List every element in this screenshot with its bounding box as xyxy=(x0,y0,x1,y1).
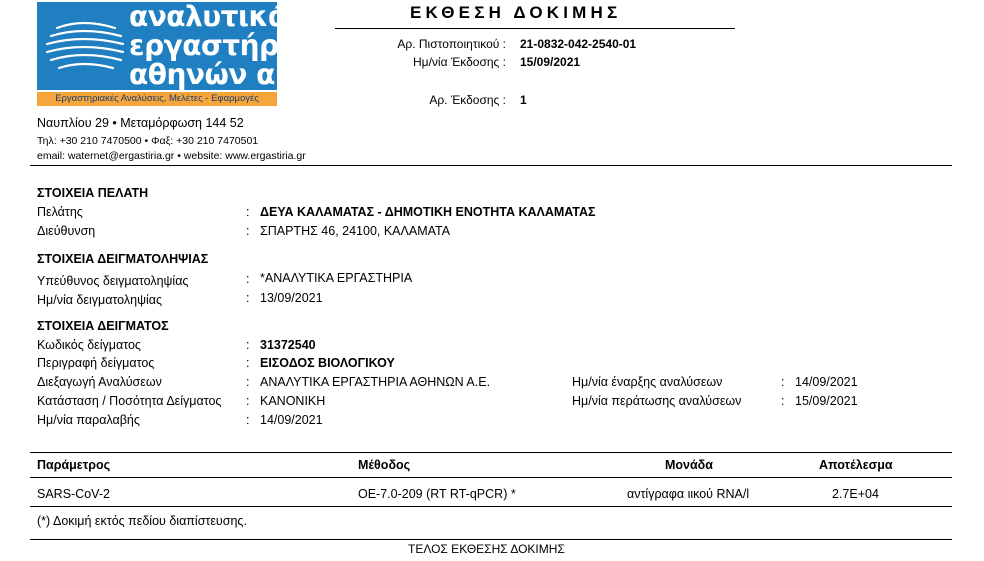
sample-desc-label: Περιγραφή δείγματος xyxy=(37,356,155,370)
cell-method: ΟΕ-7.0-209 (RT RT-qPCR) * xyxy=(358,487,516,501)
sample-condition-value: ΚΑΝΟΝΙΚΗ xyxy=(260,394,326,408)
client-address-label: Διεύθυνση xyxy=(37,224,96,238)
client-heading: ΣΤΟΙΧΕΙΑ ΠΕΛΑΤΗ xyxy=(37,186,149,200)
col-header-unit: Μονάδα xyxy=(665,458,713,472)
logo-line-1: αναλυτικά xyxy=(129,0,287,33)
sample-desc-value: ΕΙΣΟΔΟΣ ΒΙΟΛΟΓΙΚΟΥ xyxy=(260,356,395,370)
report-end: ΤΕΛΟΣ ΕΚΘΕΣΗΣ ΔΟΚΙΜΗΣ xyxy=(408,542,565,556)
company-phones: Τηλ: +30 210 7470500 • Φαξ: +30 210 7470501 xyxy=(37,135,259,147)
sampling-responsible-value: *ΑΝΑΛΥΤΙΚΑ ΕΡΓΑΣΤΗΡΙΑ xyxy=(260,271,413,285)
sample-analysis-value: ΑΝΑΛΥΤΙΚΑ ΕΡΓΑΣΤΗΡΙΑ ΑΘΗΝΩΝ Α.Ε. xyxy=(260,375,491,389)
sample-code-label: Κωδικός δείγματος xyxy=(37,338,141,352)
company-logo xyxy=(37,0,308,91)
sample-received-value: 14/09/2021 xyxy=(260,413,323,427)
sample-condition-label: Κατάσταση / Ποσότητα Δείγματος xyxy=(37,394,222,408)
table-row-rule xyxy=(30,506,952,507)
title-divider xyxy=(335,28,735,29)
issue-date-label: Ημ/νία Έκδοσης : xyxy=(412,55,506,69)
analysis-start-label: Ημ/νία έναρξης αναλύσεων xyxy=(572,375,723,389)
logo-line-2: εργαστήρια xyxy=(129,29,308,62)
logo-line-3: αθηνών α.ε xyxy=(129,58,301,91)
report-title: ΕΚΘΕΣΗ ΔΟΚΙΜΗΣ xyxy=(410,3,622,22)
sample-received-label: Ημ/νία παραλαβής xyxy=(37,413,140,427)
footnote: (*) Δοκιμή εκτός πεδίου διαπίστευσης. xyxy=(37,514,247,528)
sample-code-value: 31372540 xyxy=(260,338,316,352)
waves-icon xyxy=(43,16,125,76)
client-name-label: Πελάτης xyxy=(37,205,83,219)
cell-parameter: SARS-CoV-2 xyxy=(37,487,110,501)
sampling-responsible-label: Υπεύθυνος δειγματοληψίας xyxy=(37,274,189,288)
cell-result: 2.7E+04 xyxy=(832,487,879,501)
analysis-end-label: Ημ/νία περάτωσης αναλύσεων xyxy=(572,394,742,408)
analysis-start-value: 14/09/2021 xyxy=(795,375,858,389)
col-header-method: Μέθοδος xyxy=(358,458,411,472)
sampling-date-value: 13/09/2021 xyxy=(260,291,323,305)
company-address: Ναυπλίου 29 • Μεταμόρφωση 144 52 xyxy=(37,116,244,130)
client-address-value: ΣΠΑΡΤΗΣ 46, 24100, ΚΑΛΑΜΑΤΑ xyxy=(260,224,451,238)
header-divider xyxy=(30,165,952,166)
client-name-value: ΔΕΥΑ ΚΑΛΑΜΑΤΑΣ - ΔΗΜΟΤΙΚΗ ΕΝΟΤΗΤΑ ΚΑΛΑΜΑΤΑΣ xyxy=(260,205,596,219)
table-header-rule xyxy=(30,477,952,478)
analysis-end-value: 15/09/2021 xyxy=(795,394,858,408)
sampling-date-label: Ημ/νία δειγματοληψίας xyxy=(37,293,163,307)
table-bottom-rule xyxy=(30,539,952,540)
company-tagline: Εργαστηριακές Αναλύσεις, Μελέτες - Εφαρμογές xyxy=(37,92,277,106)
sample-heading: ΣΤΟΙΧΕΙΑ ΔΕΙΓΜΑΤΟΣ xyxy=(37,319,169,333)
table-top-rule xyxy=(30,452,952,453)
cell-unit: αντίγραφα ιικού RNA/l xyxy=(627,487,750,501)
col-header-result: Αποτέλεσμα xyxy=(819,458,893,472)
sampling-heading: ΣΤΟΙΧΕΙΑ ΔΕΙΓΜΑΤΟΛΗΨΙΑΣ xyxy=(37,252,209,266)
company-web: email: waternet@ergastiria.gr • website: www.ergastiria.gr xyxy=(37,150,306,162)
issue-no-label: Αρ. Έκδοσης : xyxy=(429,93,506,107)
cert-value: 21-0832-042-2540-01 xyxy=(520,37,637,51)
issue-no-value: 1 xyxy=(520,93,527,107)
issue-date-value: 15/09/2021 xyxy=(520,55,581,69)
cert-label: Αρ. Πιστοποιητικού : xyxy=(397,37,506,51)
sample-analysis-label: Διεξαγωγή Αναλύσεων xyxy=(37,375,162,389)
col-header-parameter: Παράμετρος xyxy=(37,458,111,472)
